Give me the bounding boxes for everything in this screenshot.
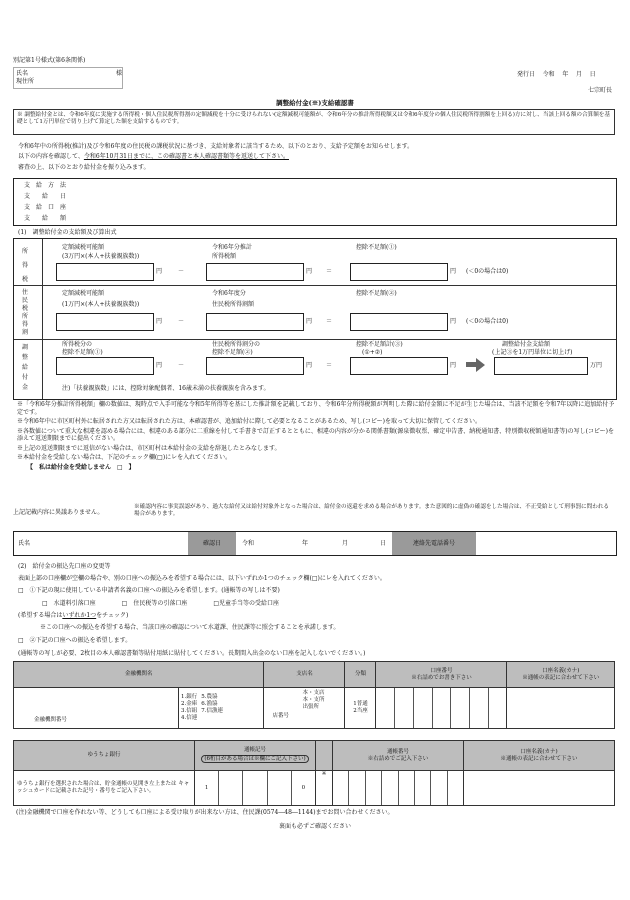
res-yen-2: 円: [306, 318, 313, 325]
inst-types-col1: [181, 694, 197, 722]
branch-type-honshisho[interactable]: 本・支所: [302, 696, 325, 703]
yucho-holder-field[interactable]: [464, 771, 615, 806]
yucho-symbol-header: [195, 741, 316, 771]
para-review: 審査の上、以下のとおり給付金を振り込みます。: [18, 164, 150, 171]
type-shinkumi[interactable]: 3.信組: [181, 708, 198, 714]
tax-capacity-field[interactable]: [56, 263, 154, 281]
payment-info-box: [13, 178, 617, 226]
back-reminder: 裏面も必ずご確認ください: [278, 823, 351, 830]
arrow-right-icon: [476, 358, 485, 372]
option1-checkbox[interactable]: □ ①下記の現に使用している申請者名義の口座への振込みを希望します。(通帳等の写しは不要): [18, 587, 280, 594]
type-bank[interactable]: 1.銀行: [181, 694, 198, 701]
inst-type-cell: [179, 688, 264, 729]
signature-row: [13, 531, 617, 556]
adj-equals: ＝: [326, 362, 333, 369]
honorific: 様: [116, 70, 123, 77]
pay-date-label: 支 給 日: [24, 193, 67, 200]
return-deadline: 令和6年10月31日までに、この確認書と本人確認書類等を返送して下さい。: [83, 153, 289, 160]
sign-day: 日: [380, 540, 387, 547]
tax-shortfall-field[interactable]: [350, 263, 448, 281]
note-3: ※各数値について重大な相違を認める場合には、相違のある部分に二重線を付して手書きで訂正するとともに、相違の内容が分かる関係書類(源泉徴収票、確定申告書、納税通知書、特別徴収税額通知書等)の写し(コピー)を添えて返送期限までに提出ください。: [17, 427, 615, 442]
yucho-number-header: [333, 741, 464, 771]
tax-account-checkbox[interactable]: □ 住民税等の引落口座: [121, 600, 188, 607]
adj-shortfall1-field[interactable]: [56, 357, 154, 375]
acct-no-label: 口座番号: [430, 667, 453, 674]
bank-inst-header: 金融機関名: [14, 662, 264, 688]
inst-code-label: 金融機関番号: [34, 717, 68, 724]
option2-note: (通帳等の写しが必要、2枚目の本人確認書類等貼付用紙に貼付してください。長期間入出金のない口座を記入しないでください。): [18, 650, 366, 657]
yucho-star-cell[interactable]: ※: [316, 771, 333, 806]
yucho-number-cells: [333, 771, 463, 805]
yucho-holder-header: [464, 741, 615, 771]
issue-date: [517, 71, 596, 79]
branch-type-honshiten[interactable]: 本・支店: [302, 690, 325, 696]
res-equals: ＝: [326, 318, 333, 325]
confirm-statement: 上記記載内容に異議ありません。: [13, 509, 104, 516]
type-shinren[interactable]: 4.信連: [181, 714, 198, 721]
yucho-number-note: ※右詰めでご記入下さい: [367, 755, 429, 762]
branch-types: [266, 688, 344, 711]
holder-note: ※通帳の表記に合わせて下さい: [522, 674, 600, 681]
res-c1: 定額減税可能額: [62, 290, 105, 297]
holder-label: 口座名義(カナ): [542, 667, 580, 674]
para-return-pre: 以下の内容を確認して、: [18, 153, 84, 160]
bank-branch-header: 支店名: [264, 662, 345, 688]
calc-divider-2: [14, 339, 616, 340]
footer-note: (注)金融機関で口座を作れない等、どうしても口座による受け取りが出来ない方は、住民課(0574―48―1144)までお問い合わせください。: [16, 809, 394, 816]
res-side-label: 住民税所得割: [22, 289, 29, 336]
tax-c1: 定額減税可能額: [62, 244, 105, 251]
note-4: ※上記の返送期限までに返信がない場合は、市区町村は本給付金の支給を辞退したとみなします。: [17, 444, 281, 452]
account-number-cells: [376, 688, 506, 728]
option1-note-emph: いずれか1つ: [62, 612, 97, 619]
res-minus: －: [178, 318, 185, 325]
yucho-symbol-note: (6桁目がある場合は※欄にご記入下さい): [201, 755, 309, 764]
section1-heading: (1) 調整給付金の支給額及び算出式: [18, 229, 117, 236]
sign-year: 年: [302, 540, 309, 547]
notes-block: [17, 401, 615, 471]
adj-c3b: (①+②): [362, 349, 383, 356]
yucho-symbol-digit0: 0: [291, 771, 315, 805]
res-c2: 令和6年度分: [212, 290, 246, 297]
phone-label: 連絡先電話番号: [392, 532, 476, 555]
address-block: [13, 67, 123, 89]
type-nokyo[interactable]: 5.農協: [201, 694, 218, 701]
acct-type-toza[interactable]: 2当座: [353, 708, 368, 714]
res-capacity-field[interactable]: [56, 313, 154, 331]
para-status: 令和6年中の所得税(推計)及び令和6年度の住民税の課税状況に基づき、支給対象者に該当するため、以下のとおり、支給予定額をお知らせします。: [18, 143, 414, 150]
adj-operator: －: [178, 362, 185, 369]
note-5: ※本給付金を受給しない場合は、下記のチェック欄(□)にレを入れてください。: [17, 454, 232, 461]
type-gyokyo[interactable]: 6.漁協: [201, 701, 218, 708]
pay-amount-label: 支 給 額: [24, 215, 67, 222]
tax-yen-2: 円: [306, 268, 313, 275]
confirm-date-label: 確認日: [188, 532, 236, 555]
yucho-number-label: 通帳番号: [386, 748, 409, 755]
calc-table: [13, 238, 617, 400]
decline-checkbox[interactable]: 【 私は給付金を受給しません □ 】: [27, 463, 135, 471]
sign-era: 令和: [242, 540, 255, 547]
res-c1b: (1万円×(本人+扶養親族数)): [62, 301, 140, 308]
res-c3: 控除不足額(②): [356, 290, 397, 297]
child-allowance-checkbox[interactable]: □児童手当等の受給口座: [213, 600, 280, 607]
calc-divider-1: [14, 285, 616, 286]
yucho-name: ゆうちょ銀行: [14, 741, 195, 771]
account-holder-field[interactable]: [507, 688, 615, 729]
option2-checkbox[interactable]: □ ②下記の口座への振込を希望します。: [18, 637, 132, 644]
sign-month: 月: [342, 540, 349, 547]
section2-heading: (2) 給付金の振込先口座の変更等: [18, 563, 111, 570]
tax-side-label: 所得税: [22, 248, 29, 283]
res-yen-3: 円: [450, 318, 457, 325]
tax-yen-1: 円: [156, 268, 163, 275]
yucho-symbol-cells: [195, 771, 315, 805]
yucho-holder-label: 口座名義(カナ): [520, 748, 558, 755]
arrow-shaft: [466, 362, 476, 367]
name-label: 氏名: [16, 70, 29, 77]
account-type-cell[interactable]: [345, 688, 376, 729]
type-shingyoren[interactable]: 7.信漁連: [201, 708, 223, 714]
branch-code-label: 店番号: [272, 712, 289, 719]
para-return: [18, 153, 289, 161]
issue-date-label: 発行日: [517, 71, 536, 78]
res-amount-field[interactable]: [206, 313, 304, 331]
issue-era: 令和: [542, 71, 555, 78]
option1-note-post: をチェック): [96, 612, 129, 619]
tax-estimate-field[interactable]: [206, 263, 304, 281]
acct-type-futsu[interactable]: 1普通: [353, 701, 368, 708]
pay-method-label: 支 給 方 法: [24, 182, 67, 189]
intro-note: ※ 調整給付金とは、令和6年度に実施する所得税・個人住民税所得割の定額減税を十分に受けられない(定額減税可能額が、令和6年分の推計所得税額又は令和6年度分の個人住民税所得割額を上回る)方に対し、当該上回る額の合算額を基礎として1万円単位で切り上げて算定した額を支給するものです。: [13, 109, 615, 135]
bank-inst-name-field[interactable]: [14, 688, 179, 729]
water-account-checkbox[interactable]: □ 水道料引落口座: [42, 600, 96, 607]
yucho-symbol-field[interactable]: [195, 771, 316, 806]
yucho-spacer-header: [316, 741, 333, 771]
confirm-warning: ※確認内容に事実誤認があり、過大な給付又は給付対象外となった場合は、給付金の返還を求める場合があります。また意図的に虚偽の確認をした場合は、不正受給として刑事罰に問われる場合があります。: [134, 504, 610, 517]
issue-year: 年: [562, 71, 569, 78]
dependents-note: 注)「扶養親族数」には、控除対象配偶者、16歳未満の扶養親族を含みます。: [62, 385, 270, 392]
adj-c1b: 控除不足額(①): [62, 349, 103, 356]
adj-yen-3: 円: [450, 362, 457, 369]
branch-cell[interactable]: [264, 688, 345, 729]
yucho-number-field[interactable]: [333, 771, 464, 806]
option1-remark: ※この口座への振込を希望する場合、当該口座の確認について水道課、住民課等に照会することを承諾します。: [40, 624, 340, 631]
adj-c2: 住民税所得割分の: [212, 341, 261, 348]
adj-c2b: 控除不足額(②): [212, 349, 253, 356]
option1-note: [18, 612, 128, 620]
note-2: ※令和6年中に市区町村外に転居された方又は転居された方は、本確認書が、追加給付に際して必要となることがあるため、写し(コピー)を取って大切に保管してください。: [17, 418, 482, 425]
tax-zero-note: (＜0の場合は0): [466, 268, 509, 275]
yucho-table: [13, 740, 615, 806]
form-ref: 別記第1号様式(第6条関係): [13, 57, 86, 64]
yucho-description: ゆうちょ銀行を選択された場合は、貯金通帳の見開き左上または キャッシュカードに記載された記号・番号をご記入下さい。: [14, 771, 195, 806]
type-kinko[interactable]: 2.金庫: [181, 701, 198, 708]
note-1: ※「令和6年分推計所得税額」欄の数値は、現時点で入手可能な令和5年所得等を基にした推計額を記載しており、令和6年分所得税額が判明した際に給付金額に不足が生じた場合は、当該不足額を令和7年以降に追加給付予定です。: [17, 401, 615, 416]
tax-c2b: 所得税額: [212, 253, 237, 260]
inst-types-col2: [201, 694, 223, 722]
tax-minus: －: [178, 268, 185, 275]
account-number-field[interactable]: [376, 688, 507, 729]
branch-type-shucchojo[interactable]: 出張所: [302, 703, 319, 710]
acct-no-note: ※右詰めでお書き下さい: [411, 674, 472, 681]
yucho-symbol-label: 通帳記号: [243, 746, 266, 753]
adj-payment-field[interactable]: [494, 357, 588, 375]
bank-class-header: 分類: [345, 662, 376, 688]
option1-note-pre: (希望する場合は: [18, 612, 63, 619]
yucho-holder-note: ※通帳の表記に合わせて下さい: [500, 755, 578, 762]
tax-yen-3: 円: [450, 268, 457, 275]
adj-manyen: 万円: [590, 362, 603, 369]
adj-total-field[interactable]: [350, 357, 448, 375]
res-zero-note: (＜0の場合は0): [466, 318, 509, 325]
issue-day: 日: [589, 71, 596, 78]
res-c2b: 住民税所得割額: [212, 301, 255, 308]
tax-c3: 控除不足額(①): [356, 244, 397, 251]
sign-name-label: 氏名: [18, 540, 31, 547]
bank-table: [13, 661, 615, 729]
adj-yen-1: 円: [156, 362, 163, 369]
res-yen-1: 円: [156, 318, 163, 325]
adj-c1: 所得税分の: [62, 341, 93, 348]
adj-c4: 調整給付金支給額: [502, 341, 551, 348]
adj-c3: 控除不足額計(③): [356, 341, 403, 348]
pay-account-label: 支 給 口 座: [24, 204, 67, 211]
tax-c1b: (3万円×(本人+扶養親族数)): [62, 253, 140, 260]
section2-intro: 表面上部の口座欄が空欄の場合や、別の口座への振込みを希望する場合には、以下いずれか1つのチェック欄(□)にレを入れてください。: [18, 575, 386, 582]
issuer: 七宗町長: [588, 87, 613, 94]
option1-items: [42, 600, 279, 608]
res-shortfall-field[interactable]: [350, 313, 448, 331]
adj-shortfall2-field[interactable]: [206, 357, 304, 375]
tax-c2: 令和6年分推計: [212, 244, 252, 251]
adj-c4b: (上記③を1万円単位に切上げ): [492, 349, 573, 356]
page-title: 調整給付金(※)支給確認書: [276, 99, 354, 107]
tax-equals: ＝: [326, 268, 333, 275]
address-label: 現住所: [16, 78, 35, 85]
yucho-symbol-digit1: 1: [204, 785, 209, 791]
bank-holder-header: [507, 662, 615, 688]
adj-yen-2: 円: [306, 362, 313, 369]
issue-month: 月: [575, 71, 582, 78]
bank-acctno-header: [376, 662, 507, 688]
adj-side-label: 調整給付金: [22, 344, 29, 391]
